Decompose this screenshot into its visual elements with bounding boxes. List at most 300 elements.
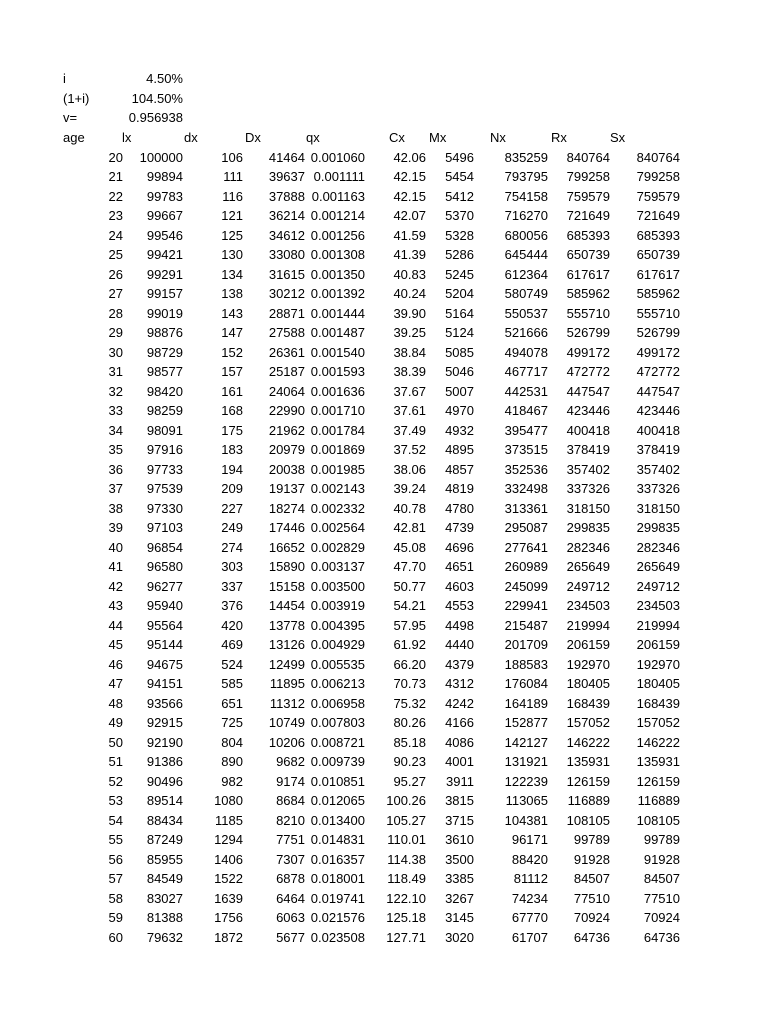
table-cell-rx: 219994 <box>566 617 610 633</box>
table-cell-mx: 5164 <box>445 305 474 321</box>
table-cell-cx: 39.24 <box>393 481 426 496</box>
table-cell-dx: 1185 <box>215 812 243 828</box>
table-cell-age: 26 <box>108 266 123 282</box>
table-cell-qx: 0.016357 <box>310 851 365 867</box>
table-cell-mx: 3815 <box>445 793 474 808</box>
table-cell-lx: 100000 <box>139 149 183 165</box>
table-cell-sx: 84507 <box>643 871 680 886</box>
table-cell-lx: 93566 <box>146 695 183 711</box>
table-cell-sx: 318150 <box>636 500 680 516</box>
table-cell-rx: 555710 <box>566 305 610 321</box>
table-cell-nx: 61707 <box>511 929 548 945</box>
table-cell-dx: 982 <box>221 773 243 789</box>
table-cell-dx: 337 <box>221 578 243 594</box>
table-cell-age: 36 <box>108 461 123 477</box>
table-cell-lx: 99157 <box>146 286 183 301</box>
table-cell-nx: 754158 <box>504 188 548 204</box>
table-cell-rx: 180405 <box>566 676 610 691</box>
table-cell-sx: 157052 <box>636 715 680 730</box>
table-cell-dx: 15158 <box>268 578 305 594</box>
table-cell-sx: 400418 <box>636 422 680 438</box>
table-cell-lx: 97733 <box>146 461 183 477</box>
table-cell-lx: 84549 <box>146 871 183 886</box>
table-cell-dx: 18274 <box>268 500 305 516</box>
table-cell-rx: 299835 <box>566 520 610 535</box>
table-cell-age: 50 <box>108 734 123 750</box>
table-cell-qx: 0.001487 <box>310 325 365 340</box>
table-cell-sx: 555710 <box>636 305 680 321</box>
table-cell-lx: 99894 <box>146 169 183 184</box>
table-cell-cx: 80.26 <box>393 715 426 730</box>
table-cell-dx: 9174 <box>276 773 305 789</box>
column-header-qx: qx <box>306 130 320 145</box>
table-cell-cx: 118.49 <box>387 871 426 886</box>
table-cell-mx: 4696 <box>445 539 474 555</box>
table-cell-age: 28 <box>108 305 123 321</box>
table-cell-dx: 209 <box>221 481 243 496</box>
table-cell-lx: 99783 <box>146 188 183 204</box>
table-cell-age: 27 <box>108 286 123 301</box>
table-cell-age: 42 <box>108 578 123 594</box>
table-cell-dx: 5677 <box>276 929 305 945</box>
table-cell-cx: 37.61 <box>393 403 426 418</box>
table-cell-dx: 227 <box>221 500 243 516</box>
table-cell-dx: 175 <box>221 422 243 438</box>
table-cell-nx: 131921 <box>504 754 548 769</box>
table-cell-mx: 3500 <box>445 851 474 867</box>
table-cell-age: 54 <box>108 812 123 828</box>
table-cell-sx: 759579 <box>636 188 680 204</box>
table-cell-lx: 96277 <box>146 578 183 594</box>
table-cell-dx: 1406 <box>214 851 243 867</box>
table-cell-qx: 0.001636 <box>310 383 365 399</box>
table-cell-sx: 526799 <box>636 325 680 340</box>
table-cell-sx: 192970 <box>636 656 680 672</box>
table-cell-dx: 303 <box>221 559 243 574</box>
table-cell-qx: 0.002332 <box>310 500 365 516</box>
table-cell-dx: 11895 <box>269 676 305 691</box>
table-cell-nx: 313361 <box>504 500 548 516</box>
table-cell-age: 32 <box>108 383 123 399</box>
table-cell-mx: 5124 <box>445 325 474 340</box>
table-cell-cx: 105.27 <box>386 812 426 828</box>
table-cell-dx: 116 <box>222 188 243 204</box>
table-cell-sx: 378419 <box>636 442 680 457</box>
table-cell-mx: 5496 <box>445 149 474 165</box>
table-cell-qx: 0.007803 <box>310 715 365 730</box>
table-cell-age: 37 <box>108 481 123 496</box>
table-cell-sx: 116889 <box>637 793 680 808</box>
table-cell-lx: 91386 <box>146 754 183 769</box>
table-cell-cx: 85.18 <box>393 734 426 750</box>
table-cell-age: 39 <box>108 520 123 535</box>
table-cell-lx: 96854 <box>146 539 183 555</box>
table-cell-nx: 645444 <box>504 247 548 262</box>
table-cell-lx: 87249 <box>146 832 183 847</box>
table-cell-dx: 14454 <box>268 598 305 613</box>
table-cell-age: 24 <box>108 227 123 243</box>
table-cell-nx: 113065 <box>505 793 548 808</box>
table-cell-dx: 39637 <box>268 169 305 184</box>
table-cell-qx: 0.006958 <box>310 695 365 711</box>
table-cell-nx: 295087 <box>504 520 548 535</box>
table-cell-lx: 94675 <box>146 656 183 672</box>
table-cell-qx: 0.002829 <box>310 539 365 555</box>
table-cell-sx: 99789 <box>643 832 680 847</box>
table-cell-sx: 180405 <box>636 676 680 691</box>
table-cell-sx: 357402 <box>636 461 680 477</box>
table-cell-qx: 0.001540 <box>310 344 365 360</box>
table-cell-qx: 0.013400 <box>310 812 365 828</box>
param-value: 104.50% <box>131 90 183 106</box>
table-cell-mx: 4857 <box>445 461 474 477</box>
table-cell-cx: 114.38 <box>387 851 426 867</box>
column-header-sx: Sx <box>610 130 626 145</box>
table-cell-nx: 188583 <box>504 656 548 672</box>
table-cell-dx: 194 <box>221 461 243 477</box>
table-cell-dx: 17446 <box>268 520 305 535</box>
table-cell-qx: 0.001060 <box>310 149 365 165</box>
table-cell-dx: 249 <box>221 520 243 535</box>
table-cell-dx: 157 <box>221 364 243 379</box>
table-cell-dx: 1522 <box>214 871 243 886</box>
table-cell-lx: 95564 <box>146 617 183 633</box>
table-cell-age: 59 <box>108 910 123 925</box>
table-cell-nx: 680056 <box>504 227 548 243</box>
table-cell-mx: 4440 <box>445 637 474 652</box>
table-cell-dx: 111 <box>223 169 243 184</box>
table-cell-rx: 168439 <box>566 695 610 711</box>
table-cell-nx: 373515 <box>504 442 548 457</box>
table-cell-mx: 4932 <box>445 422 474 438</box>
table-cell-nx: 245099 <box>504 578 548 594</box>
table-cell-age: 40 <box>108 539 123 555</box>
table-cell-dx: 121 <box>221 208 243 223</box>
table-cell-rx: 126159 <box>566 773 610 789</box>
table-cell-nx: 96171 <box>511 832 548 847</box>
table-cell-nx: 260989 <box>504 559 548 574</box>
table-cell-mx: 5046 <box>445 364 474 379</box>
table-cell-qx: 0.003500 <box>310 578 365 594</box>
table-cell-age: 45 <box>108 637 123 652</box>
table-cell-mx: 4970 <box>445 403 474 418</box>
column-header-rx: Rx <box>551 130 567 145</box>
table-cell-nx: 442531 <box>504 383 548 399</box>
table-cell-rx: 206159 <box>566 637 610 652</box>
table-cell-mx: 3610 <box>445 832 474 847</box>
table-cell-sx: 799258 <box>636 169 680 184</box>
table-cell-sx: 423446 <box>636 403 680 418</box>
table-cell-dx: 21962 <box>268 422 305 438</box>
table-cell-cx: 66.20 <box>393 656 426 672</box>
table-cell-dx: 143 <box>221 305 243 321</box>
table-cell-sx: 337326 <box>636 481 680 496</box>
table-cell-sx: 447547 <box>636 383 680 399</box>
table-cell-rx: 721649 <box>566 208 610 223</box>
table-cell-nx: 793795 <box>504 169 548 184</box>
table-cell-cx: 40.78 <box>393 500 426 516</box>
table-cell-sx: 265649 <box>636 559 680 574</box>
table-cell-age: 53 <box>108 793 123 808</box>
table-cell-age: 56 <box>108 851 123 867</box>
table-cell-dx: 274 <box>221 539 243 555</box>
table-cell-age: 43 <box>108 598 123 613</box>
table-cell-sx: 840764 <box>636 149 680 165</box>
table-cell-lx: 98729 <box>146 344 183 360</box>
table-cell-dx: 15890 <box>268 559 305 574</box>
table-cell-rx: 585962 <box>566 286 610 301</box>
table-cell-dx: 34612 <box>268 227 305 243</box>
table-cell-cx: 37.52 <box>393 442 426 457</box>
table-cell-nx: 142127 <box>504 734 548 750</box>
table-cell-dx: 138 <box>221 286 243 301</box>
table-cell-age: 35 <box>108 442 123 457</box>
table-cell-age: 57 <box>108 871 123 886</box>
table-cell-qx: 0.001111 <box>313 169 365 184</box>
table-cell-rx: 157052 <box>566 715 610 730</box>
table-cell-dx: 22990 <box>268 403 305 418</box>
column-header-lx: lx <box>122 130 132 145</box>
table-cell-nx: 352536 <box>504 461 548 477</box>
table-cell-rx: 282346 <box>566 539 610 555</box>
table-cell-dx: 1080 <box>214 793 243 808</box>
table-cell-rx: 64736 <box>573 929 610 945</box>
table-cell-dx: 37888 <box>268 188 305 204</box>
table-cell-lx: 97330 <box>146 500 183 516</box>
table-cell-mx: 5370 <box>445 208 474 223</box>
table-cell-nx: 104381 <box>504 812 548 828</box>
table-cell-rx: 91928 <box>573 851 610 867</box>
table-cell-cx: 61.92 <box>393 637 426 652</box>
table-cell-nx: 835259 <box>504 149 548 165</box>
table-cell-cx: 37.49 <box>393 422 426 438</box>
table-cell-cx: 42.07 <box>393 208 426 223</box>
table-cell-age: 51 <box>108 754 123 769</box>
table-cell-rx: 840764 <box>566 149 610 165</box>
table-cell-age: 38 <box>108 500 123 516</box>
table-cell-mx: 5007 <box>445 383 474 399</box>
table-cell-dx: 9682 <box>276 754 305 769</box>
table-cell-mx: 4739 <box>445 520 474 535</box>
table-cell-sx: 299835 <box>636 520 680 535</box>
table-cell-dx: 168 <box>221 403 243 418</box>
table-cell-lx: 98577 <box>146 364 183 379</box>
table-cell-cx: 39.90 <box>393 305 426 321</box>
table-cell-sx: 585962 <box>636 286 680 301</box>
table-cell-rx: 650739 <box>566 247 610 262</box>
table-cell-cx: 41.39 <box>393 247 426 262</box>
table-cell-mx: 4242 <box>445 695 474 711</box>
table-cell-cx: 95.27 <box>393 773 426 789</box>
table-cell-dx: 1294 <box>214 832 243 847</box>
table-cell-rx: 84507 <box>573 871 610 886</box>
table-cell-dx: 376 <box>221 598 243 613</box>
table-cell-nx: 550537 <box>504 305 548 321</box>
table-cell-rx: 265649 <box>566 559 610 574</box>
table-cell-lx: 90496 <box>146 773 183 789</box>
table-cell-nx: 122239 <box>504 773 548 789</box>
table-cell-mx: 4312 <box>445 676 474 691</box>
table-cell-nx: 612364 <box>504 266 548 282</box>
table-cell-dx: 130 <box>221 247 243 262</box>
table-cell-lx: 97916 <box>146 442 183 457</box>
table-cell-qx: 0.001985 <box>310 461 365 477</box>
table-cell-lx: 79632 <box>146 929 183 945</box>
table-cell-mx: 4780 <box>445 500 474 516</box>
table-cell-rx: 400418 <box>566 422 610 438</box>
table-cell-nx: 201709 <box>504 637 548 652</box>
table-cell-nx: 152877 <box>504 715 548 730</box>
table-cell-sx: 219994 <box>636 617 680 633</box>
table-cell-sx: 206159 <box>636 637 680 652</box>
table-cell-qx: 0.001350 <box>310 266 365 282</box>
table-cell-sx: 234503 <box>636 598 680 613</box>
table-cell-qx: 0.004929 <box>310 637 365 652</box>
table-cell-age: 55 <box>108 832 123 847</box>
table-cell-age: 60 <box>108 929 123 945</box>
table-cell-mx: 3715 <box>445 812 474 828</box>
table-cell-mx: 3911 <box>446 773 474 789</box>
table-cell-qx: 0.001308 <box>310 247 365 262</box>
table-cell-cx: 125.18 <box>386 910 426 925</box>
table-cell-age: 30 <box>108 344 123 360</box>
table-cell-lx: 89514 <box>146 793 183 808</box>
table-cell-cx: 122.10 <box>386 890 426 906</box>
table-cell-rx: 499172 <box>566 344 610 360</box>
table-cell-lx: 95940 <box>146 598 183 613</box>
table-cell-rx: 70924 <box>573 910 610 925</box>
table-cell-rx: 617617 <box>566 266 610 282</box>
table-cell-dx: 106 <box>221 149 243 165</box>
table-cell-age: 29 <box>108 325 123 340</box>
table-cell-qx: 0.003919 <box>310 598 365 613</box>
table-cell-dx: 804 <box>221 734 243 750</box>
table-cell-nx: 81112 <box>513 871 548 886</box>
table-cell-lx: 99667 <box>146 208 183 223</box>
table-cell-mx: 4819 <box>445 481 474 496</box>
table-cell-rx: 759579 <box>566 188 610 204</box>
table-cell-dx: 8210 <box>276 812 305 828</box>
table-cell-lx: 85955 <box>146 851 183 867</box>
table-cell-dx: 152 <box>221 344 243 360</box>
table-cell-qx: 0.004395 <box>310 617 365 633</box>
table-cell-lx: 97539 <box>146 481 183 496</box>
table-cell-nx: 67770 <box>511 910 548 925</box>
table-cell-mx: 5204 <box>445 286 474 301</box>
param-value: 0.956938 <box>128 110 183 125</box>
table-cell-dx: 41464 <box>268 149 305 165</box>
table-cell-lx: 98091 <box>146 422 183 438</box>
table-cell-mx: 4553 <box>445 598 474 613</box>
table-cell-mx: 3267 <box>445 890 474 906</box>
param-value: 4.50% <box>146 71 183 86</box>
table-cell-dx: 20979 <box>268 442 305 457</box>
table-cell-nx: 277641 <box>504 539 548 555</box>
table-cell-lx: 81388 <box>146 910 183 925</box>
table-cell-lx: 96580 <box>146 559 183 574</box>
table-cell-dx: 26361 <box>268 344 305 360</box>
table-cell-age: 46 <box>108 656 123 672</box>
table-cell-dx: 651 <box>221 695 243 711</box>
table-cell-sx: 108105 <box>636 812 680 828</box>
table-cell-mx: 4086 <box>445 734 474 750</box>
table-cell-cx: 42.15 <box>393 188 426 204</box>
table-cell-mx: 5085 <box>445 344 474 360</box>
table-cell-qx: 0.001214 <box>310 208 365 223</box>
table-cell-sx: 146222 <box>636 734 680 750</box>
table-cell-dx: 469 <box>221 637 243 652</box>
table-cell-sx: 135931 <box>636 754 680 769</box>
table-cell-sx: 721649 <box>636 208 680 223</box>
table-cell-nx: 521666 <box>504 325 548 340</box>
table-cell-dx: 8684 <box>276 793 305 808</box>
table-cell-lx: 95144 <box>146 637 183 652</box>
table-cell-lx: 98876 <box>146 325 183 340</box>
column-header-age: age <box>63 130 85 145</box>
table-cell-rx: 146222 <box>566 734 610 750</box>
table-cell-mx: 5412 <box>445 188 474 204</box>
table-cell-cx: 40.83 <box>393 266 426 282</box>
table-cell-cx: 42.15 <box>393 169 426 184</box>
table-cell-dx: 7307 <box>276 851 305 867</box>
table-cell-dx: 890 <box>221 754 243 769</box>
table-cell-rx: 77510 <box>573 890 610 906</box>
table-cell-cx: 45.08 <box>393 539 426 555</box>
table-cell-lx: 99421 <box>146 247 183 262</box>
table-cell-nx: 467717 <box>504 364 548 379</box>
table-cell-rx: 108105 <box>566 812 610 828</box>
table-cell-qx: 0.008721 <box>310 734 365 750</box>
table-cell-sx: 64736 <box>643 929 680 945</box>
param-label: (1+i) <box>63 90 90 106</box>
table-cell-rx: 423446 <box>566 403 610 418</box>
table-cell-nx: 215487 <box>504 617 548 633</box>
table-cell-nx: 332498 <box>504 481 548 496</box>
table-cell-age: 48 <box>108 695 123 711</box>
table-cell-sx: 77510 <box>643 890 680 906</box>
table-cell-qx: 0.001256 <box>310 227 365 243</box>
table-cell-cx: 38.39 <box>393 364 426 379</box>
table-cell-lx: 83027 <box>146 890 183 906</box>
table-cell-dx: 6464 <box>276 890 305 906</box>
table-cell-mx: 5286 <box>445 247 474 262</box>
table-cell-mx: 4651 <box>445 559 474 574</box>
table-cell-nx: 580749 <box>504 286 548 301</box>
table-cell-mx: 4001 <box>445 754 474 769</box>
table-cell-age: 34 <box>108 422 123 438</box>
table-cell-qx: 0.018001 <box>310 871 365 886</box>
table-cell-mx: 4379 <box>445 656 474 672</box>
table-cell-sx: 617617 <box>636 266 680 282</box>
table-cell-dx: 25187 <box>268 364 305 379</box>
table-cell-qx: 0.001710 <box>310 403 365 418</box>
table-cell-rx: 99789 <box>573 832 610 847</box>
table-cell-rx: 526799 <box>566 325 610 340</box>
table-cell-sx: 70924 <box>643 910 680 925</box>
table-cell-mx: 5328 <box>445 227 474 243</box>
table-cell-sx: 650739 <box>636 247 680 262</box>
table-cell-dx: 28871 <box>268 305 305 321</box>
table-cell-dx: 7751 <box>276 832 305 847</box>
table-cell-cx: 41.59 <box>393 227 426 243</box>
table-cell-dx: 30212 <box>268 286 305 301</box>
table-cell-dx: 27588 <box>268 325 305 340</box>
table-cell-age: 58 <box>108 890 123 906</box>
table-cell-age: 52 <box>108 773 123 789</box>
table-cell-qx: 0.006213 <box>310 676 365 691</box>
table-cell-rx: 357402 <box>566 461 610 477</box>
table-cell-dx: 125 <box>221 227 243 243</box>
